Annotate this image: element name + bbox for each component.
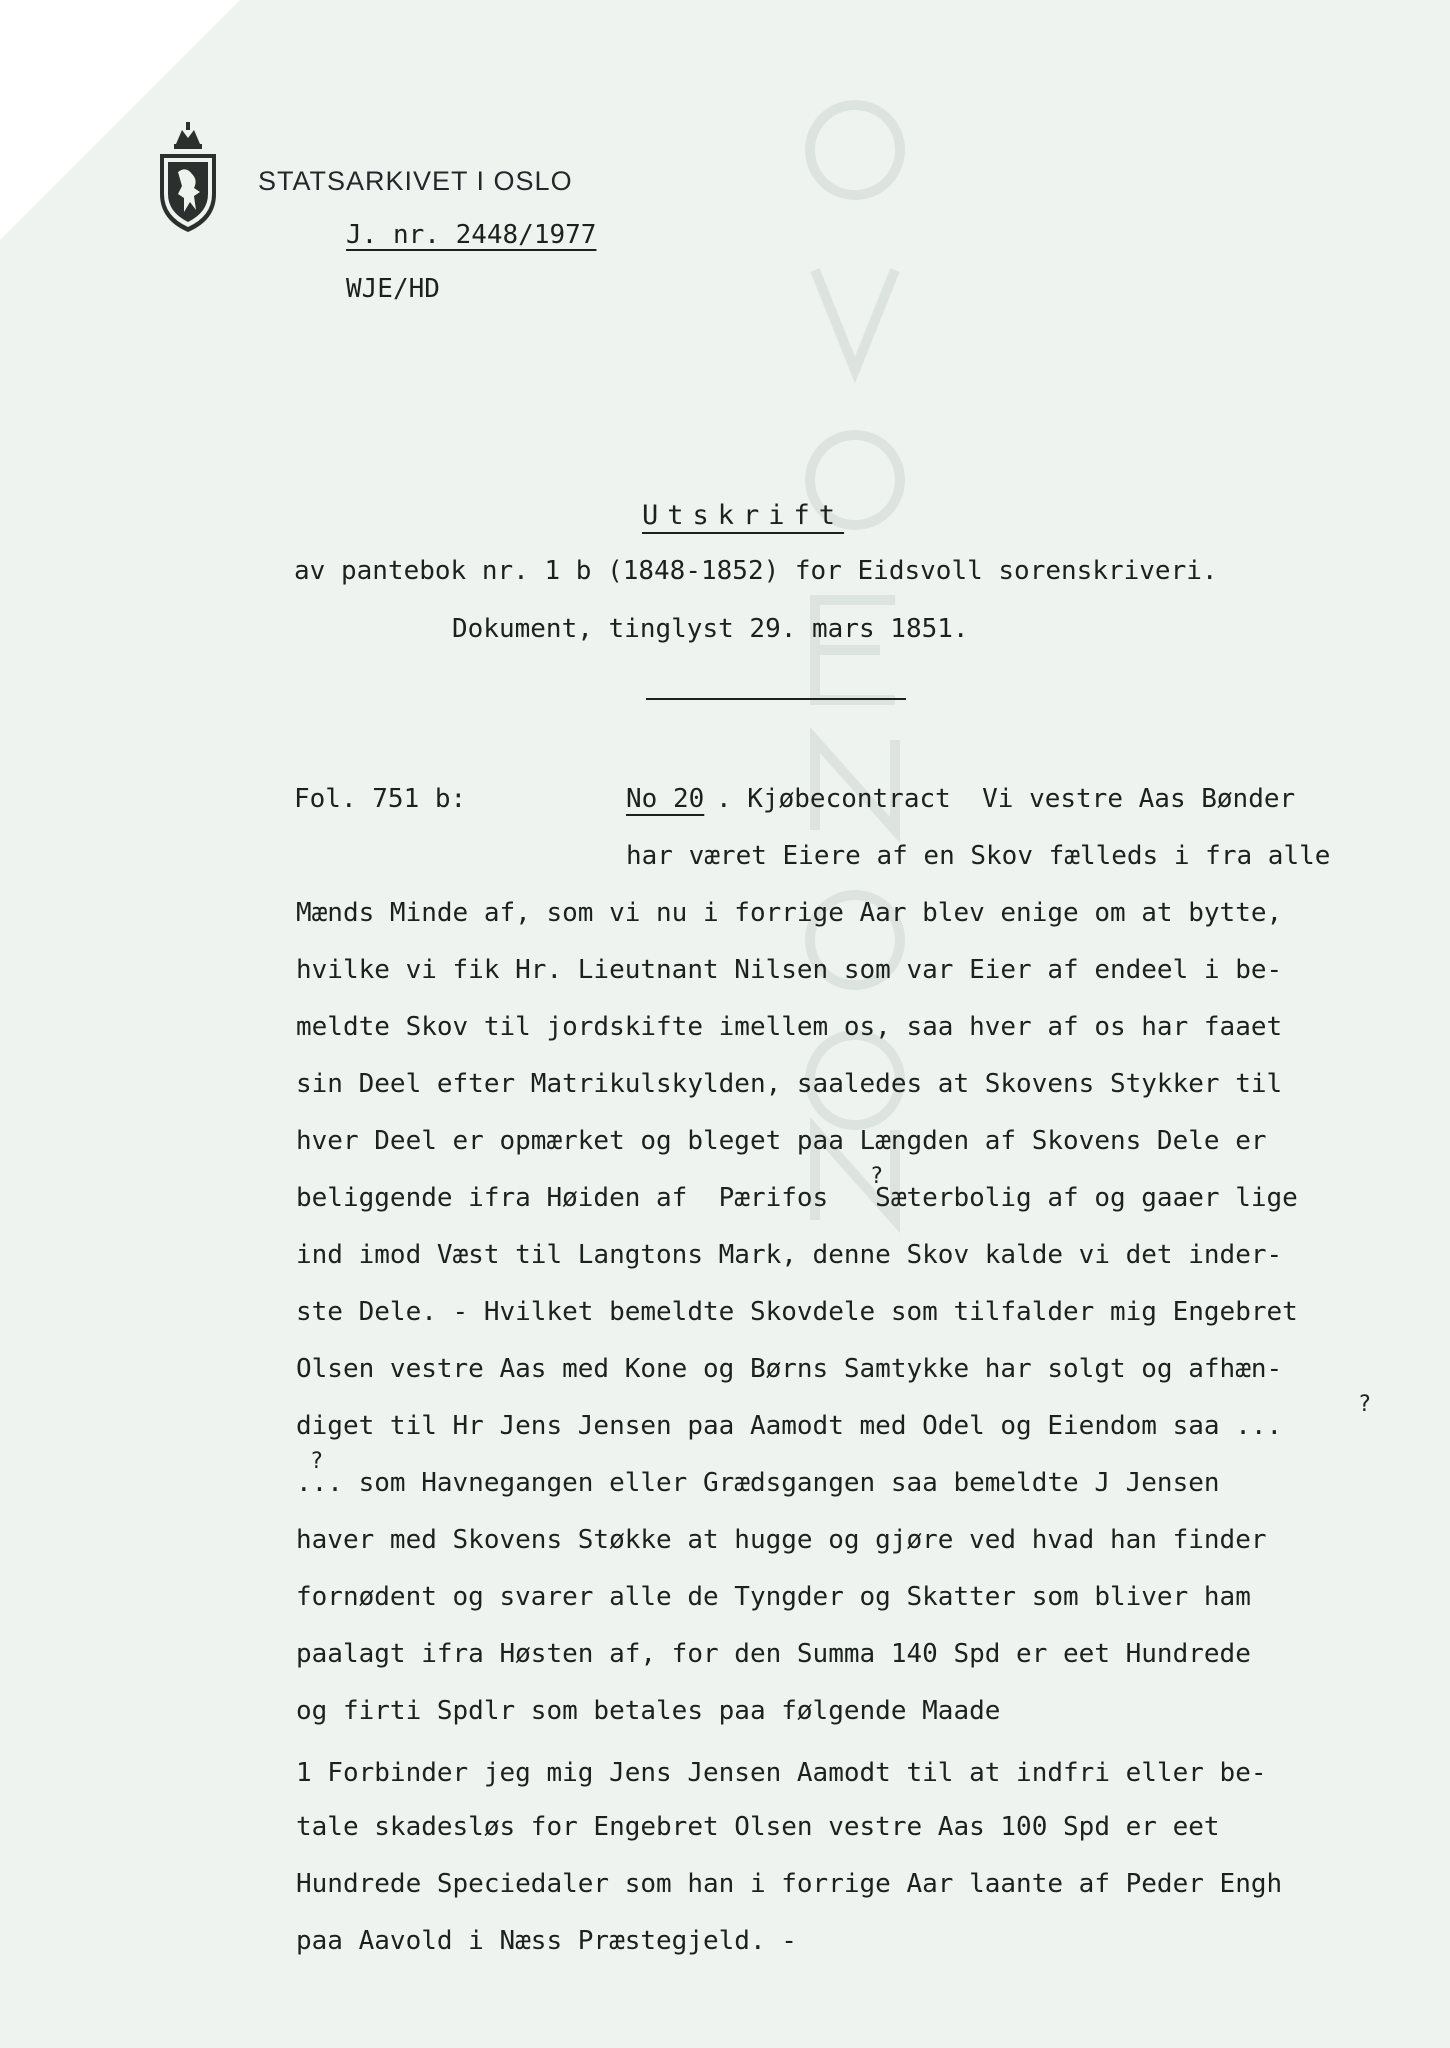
entry-number: No 20 <box>626 784 705 814</box>
text-line: Hundrede Speciedaler som han i forrige Aar laante af Peder Engh <box>296 1869 1283 1899</box>
text-line: ... som Havnegangen eller Grædsgangen saa bemeldte J Jensen <box>296 1468 1220 1498</box>
text-line: fornødent og svarer alle de Tyngder og Skatter som bliver ham <box>296 1582 1251 1612</box>
section-divider <box>646 698 906 700</box>
journal-number: J. nr. 2448/1977 <box>346 220 597 250</box>
text-line: diget til Hr Jens Jensen paa Aamodt med Odel og Eiendom saa ... <box>296 1411 1283 1441</box>
text-line: og firti Spdlr som betales paa følgende Maade <box>296 1696 1001 1726</box>
text-line: tale skadesløs for Engebret Olsen vestre Aas 100 Spd er eet <box>296 1812 1220 1842</box>
text-line: ste Dele. - Hvilket bemeldte Skovdele som tilfalder mig Engebret <box>296 1297 1298 1327</box>
archive-name: STATSARKIVET I OSLO <box>258 166 573 196</box>
text-line: meldte Skov til jordskifte imellem os, saa hver af os har faaet <box>296 1012 1283 1042</box>
text-line: Olsen vestre Aas med Kone og Børns Samtykke har solgt og afhæn- <box>296 1354 1283 1384</box>
text-line: har været Eiere af en Skov fælleds i fra alle <box>626 841 1331 871</box>
norwegian-coat-of-arms-icon <box>156 122 220 234</box>
text-line: 1 Forbinder jeg mig Jens Jensen Aamodt til at indfri eller be- <box>296 1758 1267 1788</box>
text-line: hvilke vi fik Hr. Lieutnant Nilsen som var Eier af endeel i be- <box>296 955 1283 985</box>
text-line: ind imod Væst til Langtons Mark, denne Skov kalde vi det inder- <box>296 1240 1283 1270</box>
text-line: sin Deel efter Matrikulskylden, saaledes at Skovens Stykker til <box>296 1069 1283 1099</box>
uncertain-reading-mark: ? <box>870 1164 884 1189</box>
uncertain-reading-mark: ? <box>1358 1392 1372 1417</box>
document-title: Utskrift <box>642 500 845 531</box>
uncertain-reading-mark: ? <box>310 1449 324 1474</box>
text-line: beliggende ifra Høiden af Pærifos Sæterbolig af og gaaer lige <box>296 1183 1298 1213</box>
subtitle-line-2: Dokument, tinglyst 29. mars 1851. <box>452 614 969 644</box>
text-line: paalagt ifra Høsten af, for den Summa 140 Spd er eet Hundrede <box>296 1639 1251 1669</box>
initials: WJE/HD <box>346 274 440 304</box>
text-line: paa Aavold i Næss Præstegjeld. - <box>296 1926 797 1956</box>
text-line: . Kjøbecontract Vi vestre Aas Bønder <box>716 784 1296 814</box>
text-line: hver Deel er opmærket og bleget paa Længden af Skovens Dele er <box>296 1126 1267 1156</box>
text-line: haver med Skovens Støkke at hugge og gjøre ved hvad han finder <box>296 1525 1267 1555</box>
subtitle-line-1: av pantebok nr. 1 b (1848-1852) for Eidsvoll sorenskriveri. <box>294 556 1218 586</box>
text-line: Mænds Minde af, som vi nu i forrige Aar blev enige om at bytte, <box>296 898 1283 928</box>
folio-reference: Fol. 751 b: <box>294 784 467 814</box>
